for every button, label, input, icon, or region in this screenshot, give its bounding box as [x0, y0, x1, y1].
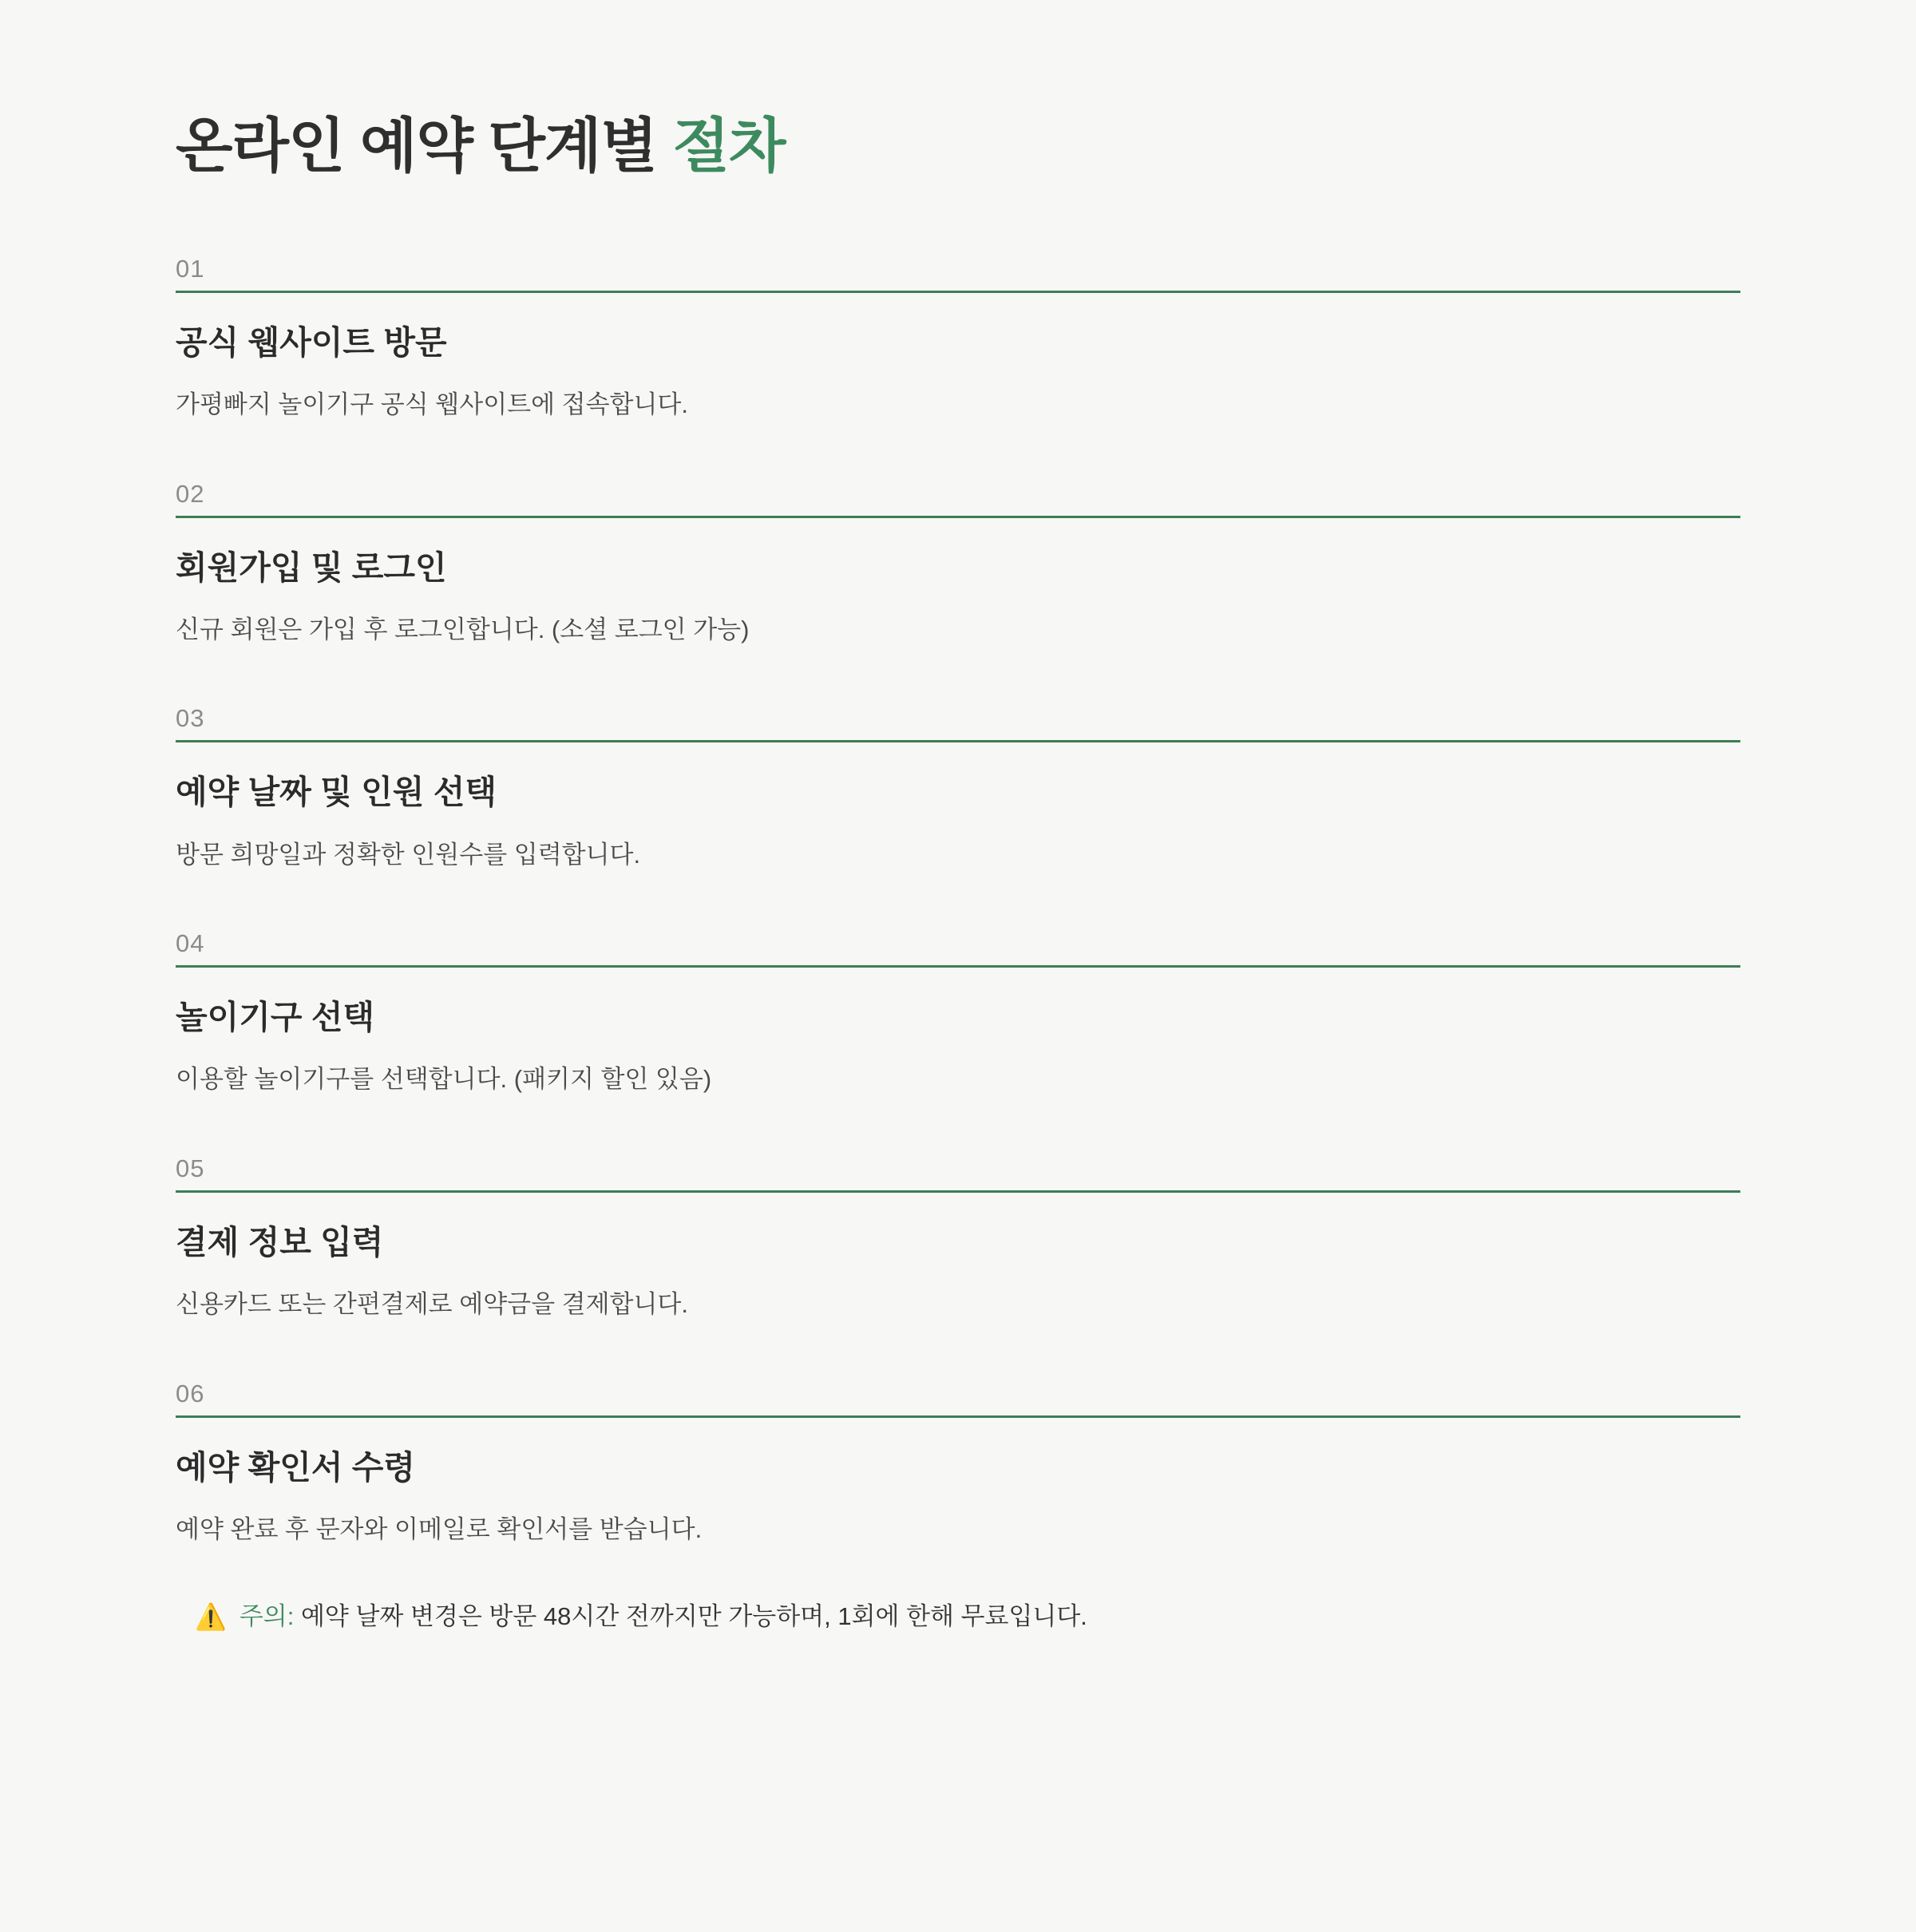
notice-callout: [176, 1599, 1740, 1635]
step-item: [176, 706, 1740, 873]
step-title: 예약 날짜 및 인원 선택: [176, 774, 497, 811]
step-title: 예약 확인서 수령: [176, 1448, 416, 1486]
step-number: 02: [176, 479, 205, 508]
step-divider: [176, 1415, 1740, 1418]
steps-list: [176, 256, 1740, 1548]
step-divider: [176, 516, 1740, 518]
step-item: [176, 481, 1740, 649]
step-item: [176, 1156, 1740, 1324]
notice-label: 주의:: [239, 1602, 295, 1631]
step-number: 06: [176, 1379, 205, 1407]
step-item: [176, 256, 1740, 424]
step-item: [176, 1381, 1740, 1549]
step-divider: [176, 740, 1740, 742]
step-title: 결제 정보 입력: [176, 1223, 384, 1261]
page-title-accent: 절차: [672, 113, 786, 179]
step-description: 신용카드 또는 간편결제로 예약금을 결제합니다.: [176, 1290, 688, 1319]
step-number: 04: [176, 929, 205, 958]
step-item: [176, 931, 1740, 1099]
step-description: 신규 회원은 가입 후 로그인합니다. (소셜 로그인 가능): [176, 615, 750, 643]
page-title: [176, 112, 1740, 180]
step-divider: [176, 1190, 1740, 1193]
page-title-main: 온라인 예약 단계별: [176, 113, 673, 179]
step-divider: [176, 965, 1740, 968]
step-number: 05: [176, 1154, 205, 1182]
step-description: 방문 희망일과 정확한 인원수를 입력합니다.: [176, 840, 641, 869]
step-description: 가평빠지 놀이기구 공식 웹사이트에 접속합니다.: [176, 390, 688, 419]
notice-body: 예약 날짜 변경은 방문 48시간 전까지만 가능하며, 1회에 한해 무료입니다.: [294, 1602, 1087, 1631]
step-divider: [176, 291, 1740, 293]
warning-icon: ⚠️: [195, 1602, 227, 1632]
step-title: 공식 웹사이트 방문: [176, 324, 447, 362]
step-description: 예약 완료 후 문자와 이메일로 확인서를 받습니다.: [176, 1514, 703, 1543]
step-description: 이용할 놀이기구를 선택합니다. (패키지 할인 있음): [176, 1065, 712, 1094]
step-number: 01: [176, 255, 205, 283]
notice-text: [240, 1599, 1087, 1635]
step-title: 놀이기구 선택: [176, 999, 375, 1036]
step-title: 회원가입 및 로그인: [176, 548, 447, 586]
step-number: 03: [176, 704, 205, 733]
